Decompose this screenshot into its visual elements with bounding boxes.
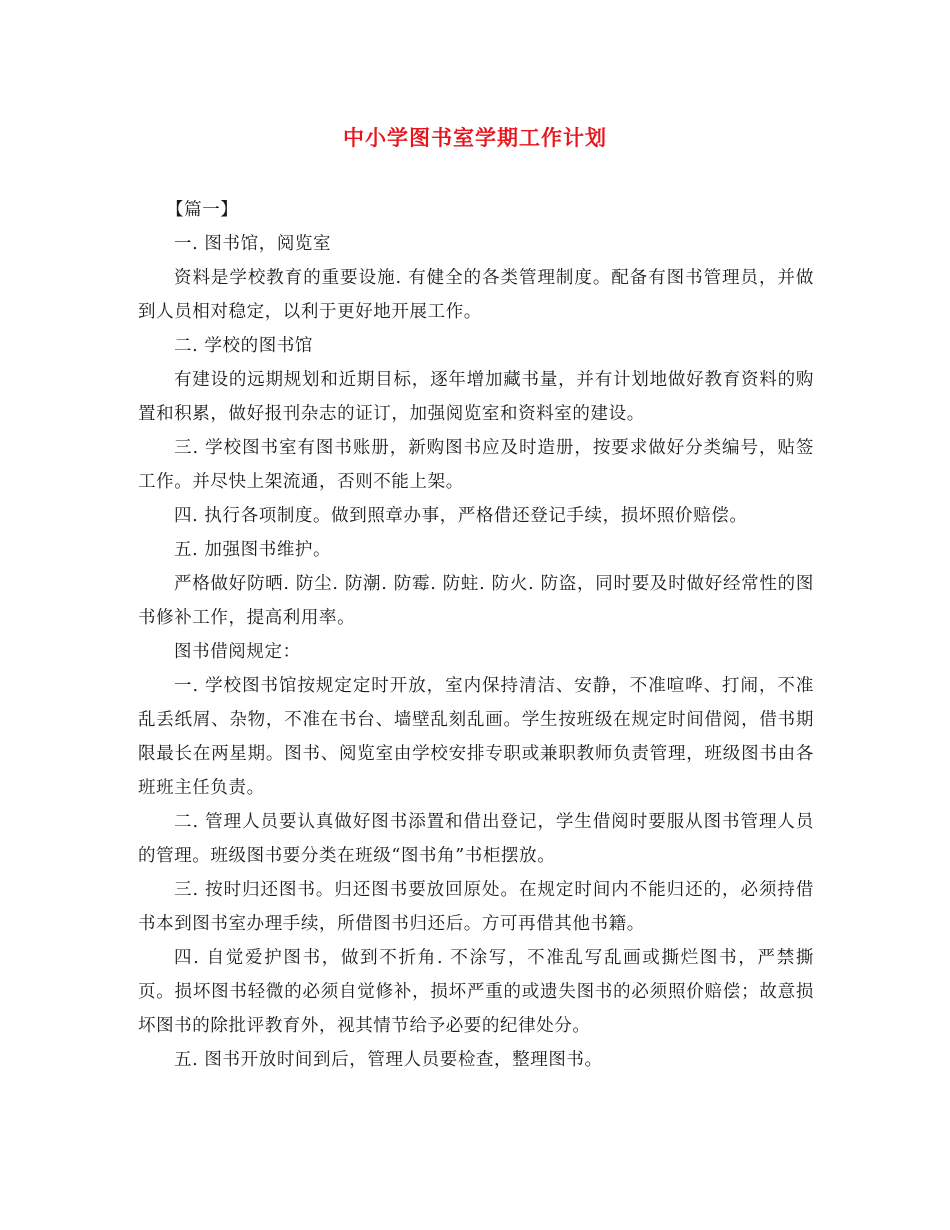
paragraph: 图书借阅规定： — [174, 642, 301, 662]
paragraph: 五. 图书开放时间到后，管理人员要检查，整理图书。 — [174, 1050, 603, 1070]
document-body — [138, 193, 814, 1077]
paragraph: 严格做好防晒. 防尘. 防潮. 防霉. 防蛀. 防火. 防盗，同时要及时做好经常性的图书修补工作，提高利用率。 — [138, 574, 814, 628]
paragraph: 五. 加强图书维护。 — [174, 540, 332, 560]
paragraph: 二. 管理人员要认真做好图书添置和借出登记，学生借阅时要服从图书管理人员的管理。班级图书要分类在班级“图书角”书柜摆放。 — [138, 812, 814, 866]
paragraph: 三. 学校图书室有图书账册，新购图书应及时造册，按要求做好分类编号，贴签工作。并尽快上架流通，否则不能上架。 — [138, 438, 814, 492]
paragraph: 四. 执行各项制度。做到照章办事，严格借还登记手续，损坏照价赔偿。 — [174, 506, 748, 526]
paragraph: 二. 学校的图书馆 — [174, 336, 314, 356]
paragraph: 一. 图书馆，阅览室 — [174, 234, 332, 254]
paragraph: 三. 按时归还图书。归还图书要放回原处。在规定时间内不能归还的，必须持借书本到图书室办理手续，所借图书归还后。方可再借其他书籍。 — [138, 880, 814, 934]
section-heading: 【篇一】 — [166, 200, 239, 220]
paragraph: 四. 自觉爱护图书，做到不折角. 不涂写，不准乱写乱画或撕烂图书，严禁撕页。损坏图书轻微的必须自觉修补，损坏严重的或遗失图书的必须照价赔偿；故意损坏图书的除批评教育外，视其情节给予必要的纪律处分。 — [138, 948, 814, 1036]
document-title: 中小学图书室学期工作计划 — [343, 126, 607, 150]
paragraph: 一. 学校图书馆按规定定时开放，室内保持清洁、安静，不准喧哗、打闹，不准乱丢纸屑、杂物，不准在书台、墙壁乱刻乱画。学生按班级在规定时间借阅，借书期限最长在两星期。图书、阅览室由学校安排专职或兼职教师负责管理，班级图书由各班班主任负责。 — [138, 676, 814, 798]
paragraph: 资料是学校教育的重要设施. 有健全的各类管理制度。配备有图书管理员，并做到人员相对稳定，以利于更好地开展工作。 — [138, 268, 814, 322]
paragraph: 有建设的远期规划和近期目标，逐年增加藏书量，并有计划地做好教育资料的购置和积累，做好报刊杂志的证订，加强阅览室和资料室的建设。 — [138, 370, 814, 424]
